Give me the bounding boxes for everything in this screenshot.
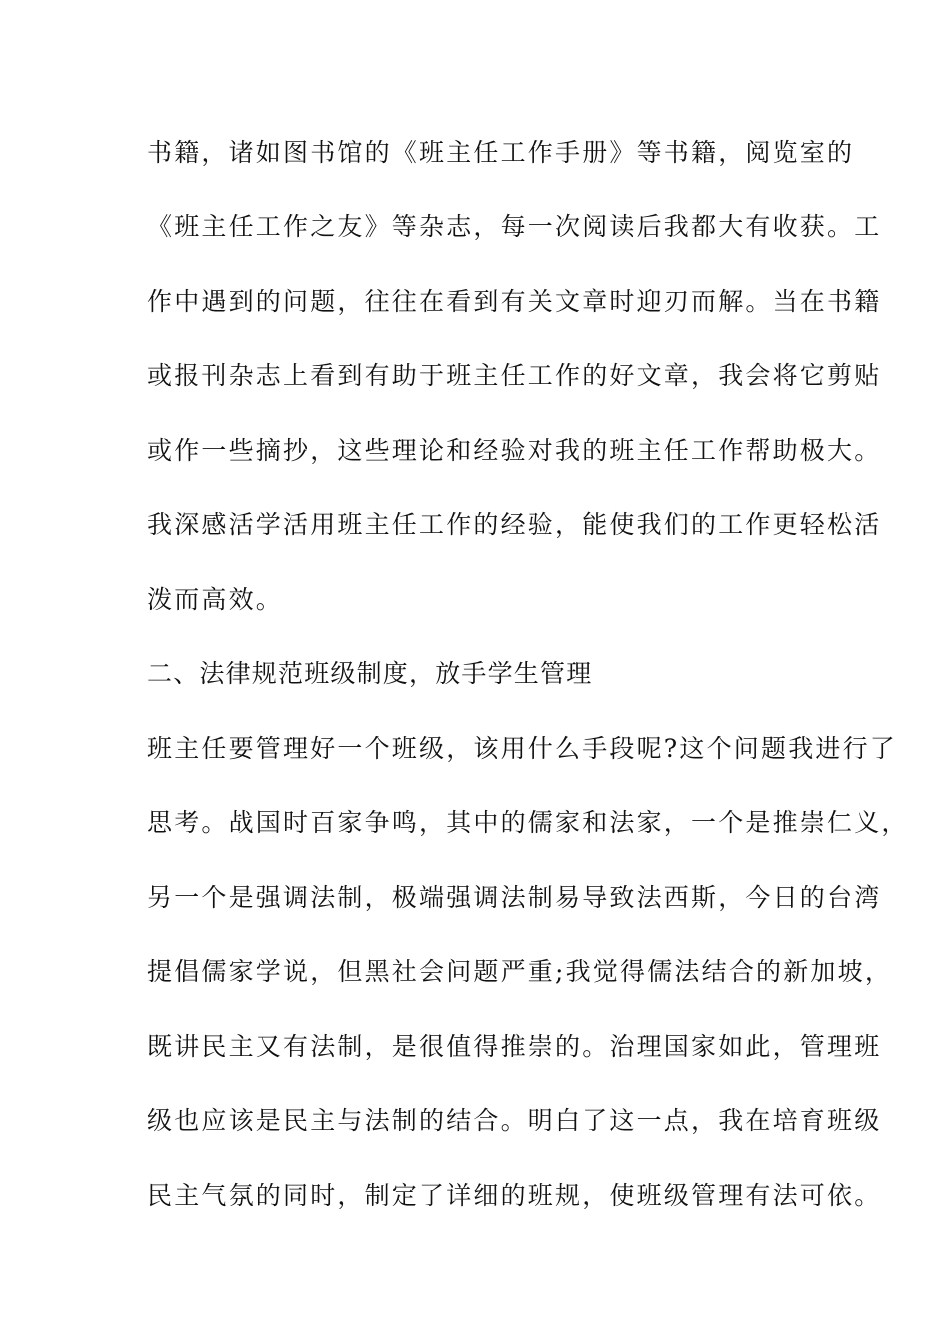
- paragraph-2-line-6: 级也应该是民主与法制的结合。明白了这一点，我在培育班级: [147, 1106, 882, 1135]
- paragraph-1-line-2: 《班主任工作之友》等杂志，每一次阅读后我都大有收获。工: [147, 212, 882, 241]
- paragraph-2-line-4: 提倡儒家学说，但黑社会问题严重;我觉得儒法结合的新加坡，: [147, 957, 893, 986]
- paragraph-2-line-2: 思考。战国时百家争鸣，其中的儒家和法家，一个是推崇仁义，: [147, 808, 909, 837]
- paragraph-2-line-3: 另一个是强调法制，极端强调法制易导致法西斯，今日的台湾: [147, 883, 882, 912]
- paragraph-2-line-5: 既讲民主又有法制，是很值得推崇的。治理国家如此，管理班: [147, 1032, 882, 1061]
- paragraph-1-line-5: 或作一些摘抄，这些理论和经验对我的班主任工作帮助极大。: [147, 436, 882, 465]
- paragraph-1-line-3: 作中遇到的问题，往往在看到有关文章时迎刃而解。当在书籍: [147, 287, 882, 316]
- paragraph-1-line-4: 或报刊杂志上看到有助于班主任工作的好文章，我会将它剪贴: [147, 361, 882, 390]
- paragraph-2-line-7: 民主气氛的同时，制定了详细的班规，使班级管理有法可依。: [147, 1181, 882, 1210]
- paragraph-1-line-6: 我深感活学活用班主任工作的经验，能使我们的工作更轻松活: [147, 510, 882, 539]
- paragraph-2-line-1: 班主任要管理好一个班级，该用什么手段呢?这个问题我进行了: [147, 734, 898, 763]
- section-heading: 二、法律规范班级制度，放手学生管理: [147, 659, 593, 688]
- paragraph-1-line-7: 泼而高效。: [147, 585, 284, 614]
- paragraph-1-line-1: 书籍，诸如图书馆的《班主任工作手册》等书籍，阅览室的: [147, 138, 855, 167]
